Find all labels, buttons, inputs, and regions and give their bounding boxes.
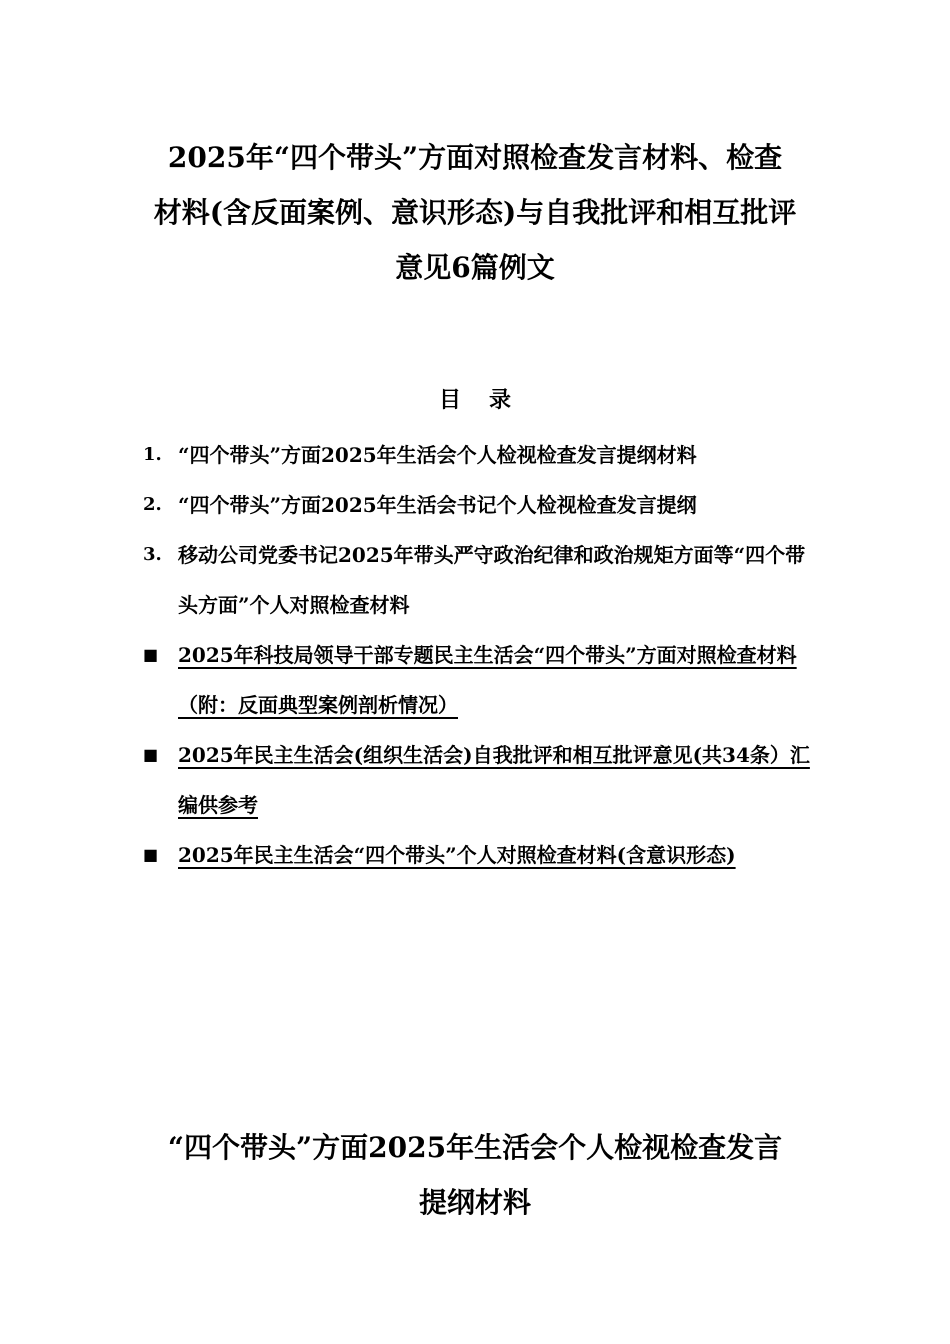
toc-item-4[interactable] (143, 630, 823, 730)
toc-item-1[interactable] (143, 430, 823, 480)
document-title-line: 意见6篇例文 (395, 251, 555, 284)
toc-item-text: “四个带头”方面2025年生活会书记个人检视检查发言提纲 (178, 493, 697, 517)
toc-item-3[interactable] (143, 530, 823, 630)
document-title-line: 材料(含反面案例、意识形态)与自我批评和相互批评 (153, 196, 797, 229)
square-bullet-icon: ■ (143, 745, 159, 764)
toc-item-5[interactable] (143, 730, 823, 830)
toc-item-text: “四个带头”方面2025年生活会个人检视检查发言提纲材料 (178, 443, 697, 467)
toc-item-number: 3. (143, 544, 162, 565)
toc-item-link[interactable]: 2025年民主生活会“四个带头”个人对照检查材料(含意识形态) (178, 843, 736, 867)
toc-item-2[interactable] (143, 480, 823, 530)
toc-item-6[interactable] (143, 830, 823, 880)
table-of-contents (143, 430, 823, 880)
section-title-line: “四个带头”方面2025年生活会个人检视检查发言 (167, 1131, 783, 1164)
toc-item-link[interactable]: 2025年科技局领导干部专题民主生活会“四个带头”方面对照检查材料（附：反面典型案例剖析情况） (178, 643, 797, 717)
square-bullet-icon: ■ (143, 645, 159, 664)
section-title (130, 1120, 820, 1230)
toc-item-number: 2. (143, 494, 162, 515)
toc-item-text: 移动公司党委书记2025年带头严守政治纪律和政治规矩方面等“四个带头方面”个人对照检查材料 (178, 543, 806, 617)
document-title-line: 2025年“四个带头”方面对照检查发言材料、检查 (167, 141, 783, 174)
section-title-line: 提纲材料 (418, 1186, 531, 1219)
document-title (130, 130, 820, 295)
toc-heading: 目录 (438, 387, 539, 413)
toc-item-number: 1. (143, 444, 162, 465)
square-bullet-icon: ■ (143, 845, 159, 864)
toc-item-link[interactable]: 2025年民主生活会(组织生活会)自我批评和相互批评意见(共34条）汇编供参考 (178, 743, 810, 817)
